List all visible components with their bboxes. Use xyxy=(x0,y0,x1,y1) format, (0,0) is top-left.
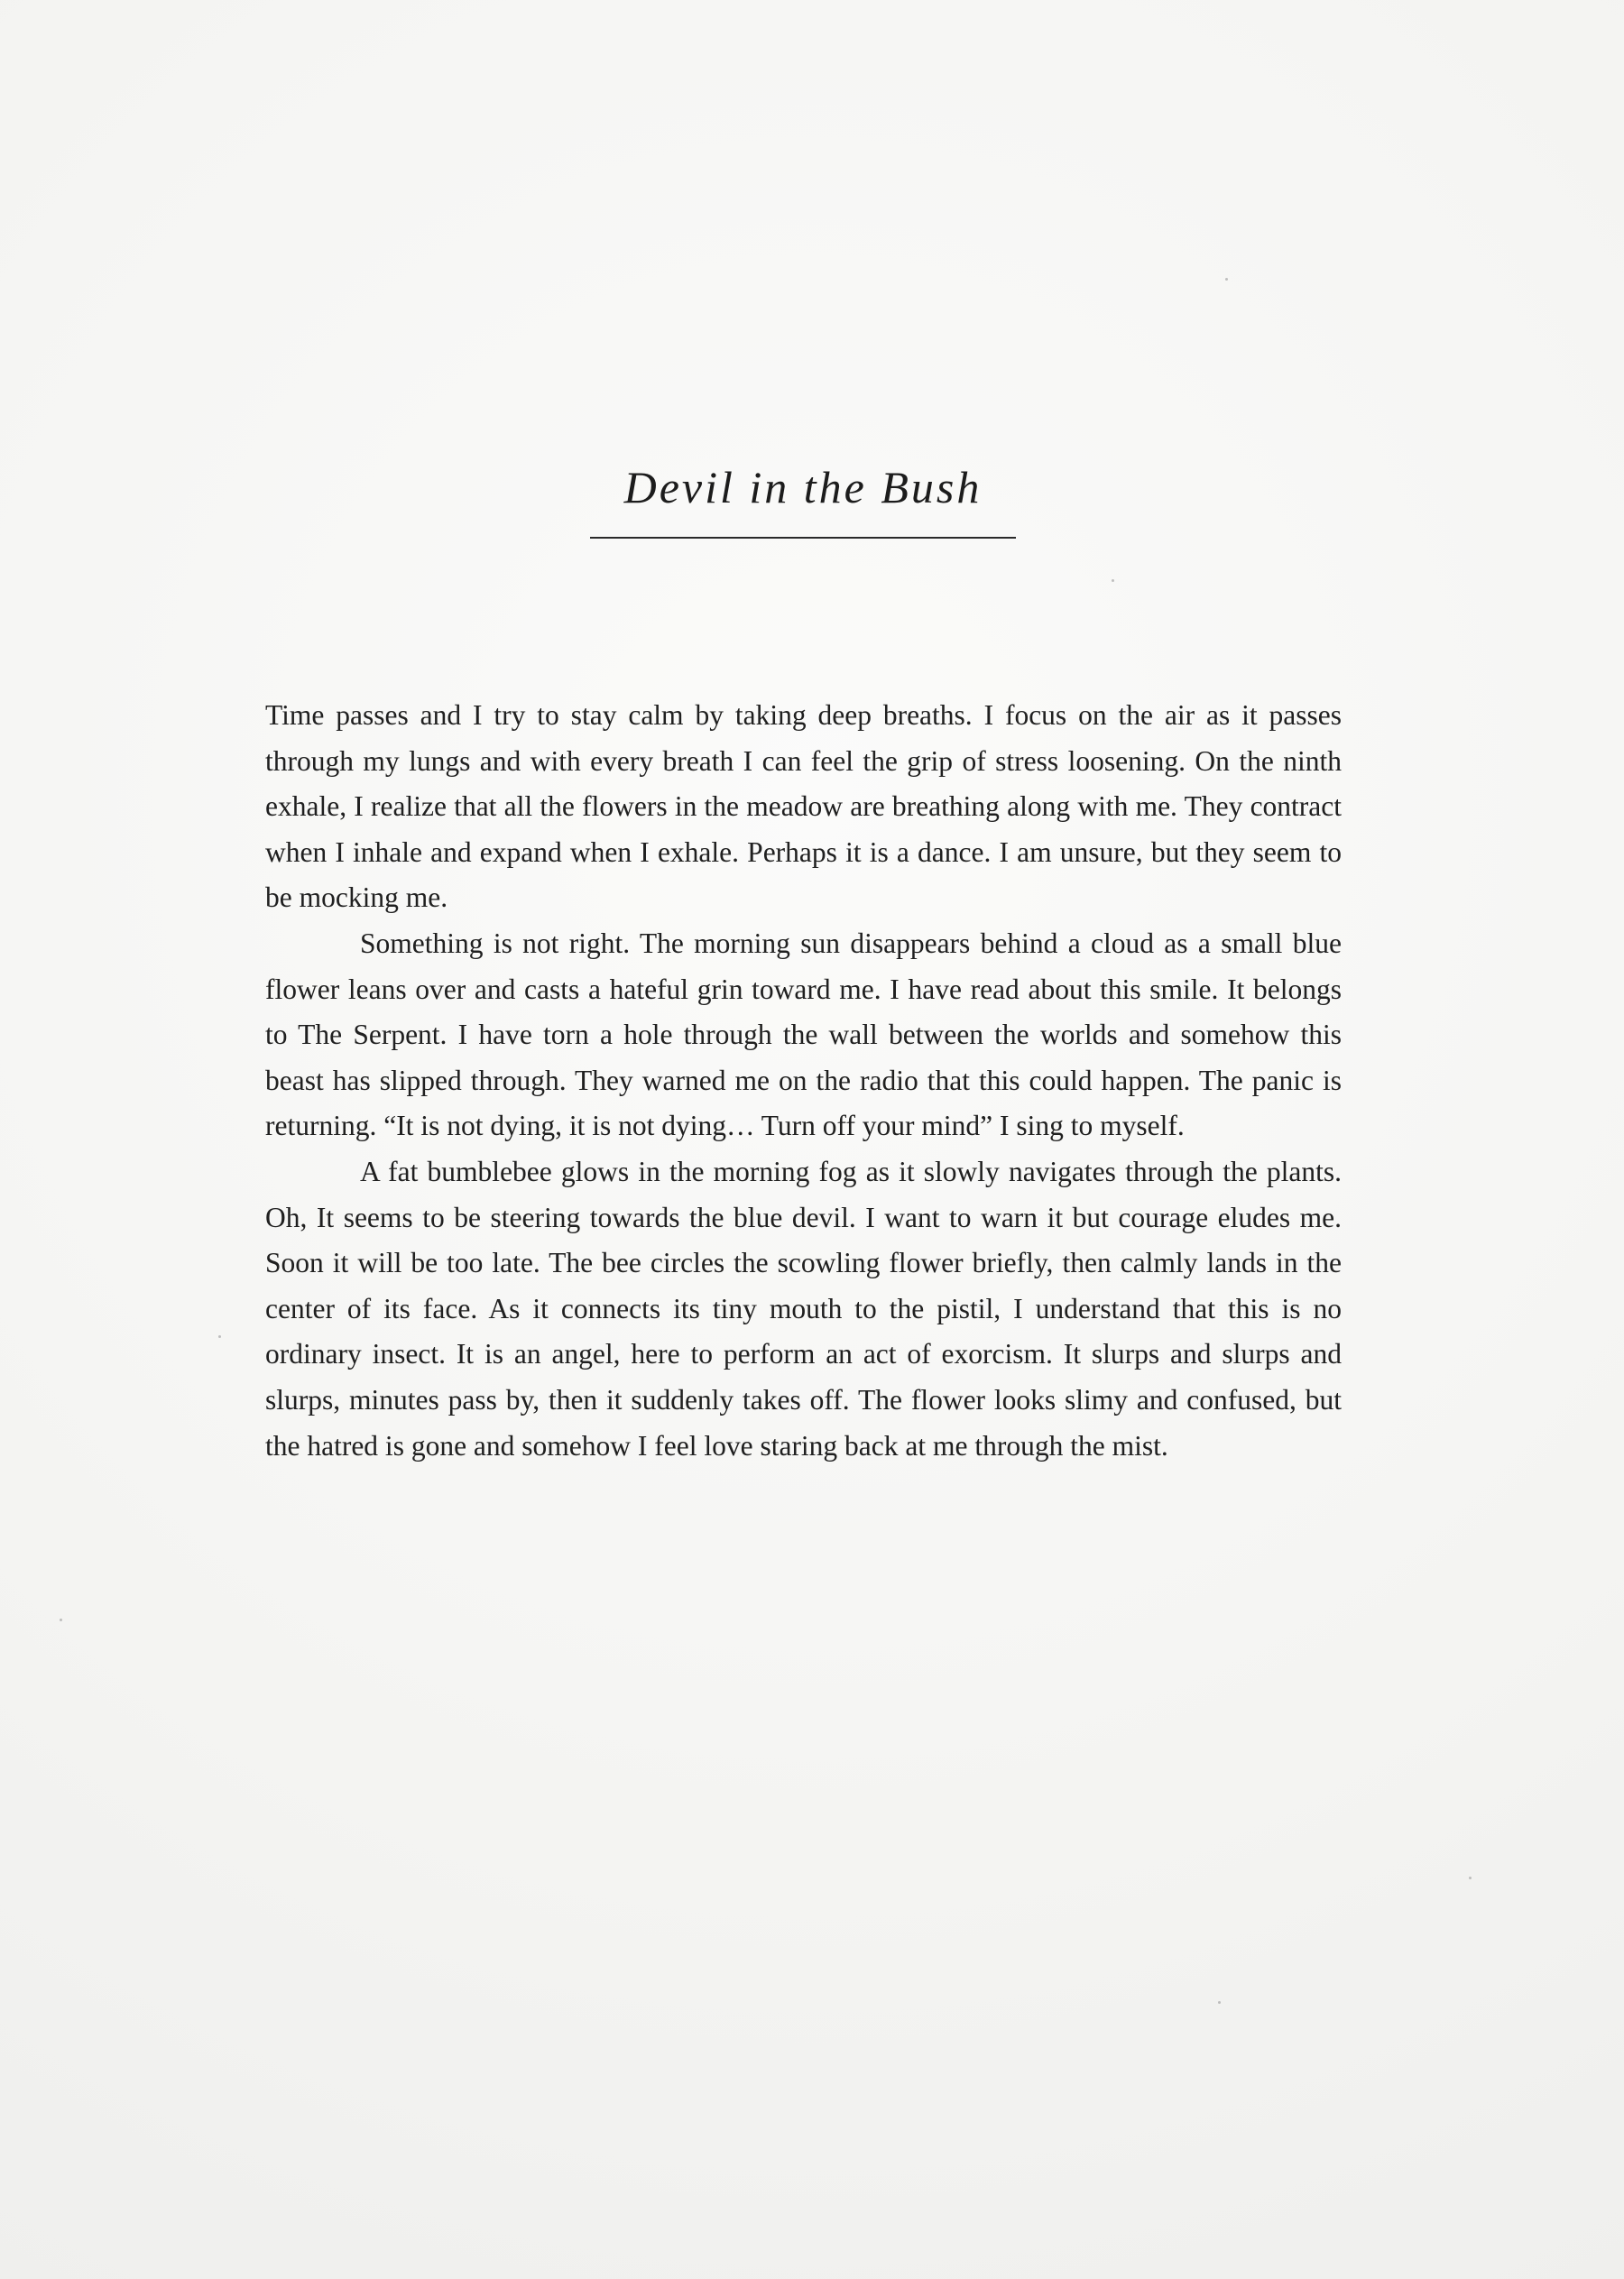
paper-speck xyxy=(1112,579,1114,582)
paper-speck xyxy=(60,1619,62,1621)
paragraph-3: A fat bumblebee glows in the morning fog as it slowly navigates through the plants. Oh, It seems to be steering towards the blue devil. I want to warn it but courage eludes me. Soon it will be too late. The bee circles the scowling flower briefly, then calmly lands in the center of its face. As it connects its tiny mouth to the pistil, I understand that this is no ordinary insect. It is an angel, here to perform an act of exorcism. It slurps and slurps and slurps, minutes pass by, then it suddenly takes off. The flower looks slimy and confused, but the hatred is gone and somehow I feel love staring back at me through the mist. xyxy=(265,1155,1342,1462)
paragraph-1: Time passes and I try to stay calm by taking deep breaths. I focus on the air as it passes through my lungs and with every breath I can feel the grip of stress loosening. On the ninth exhale, I realize that all the flowers in the meadow are breathing along with me. They contract when I inhale and expand when I exhale. Perhaps it is a dance. I am unsure, but they seem to be mocking me. xyxy=(265,699,1342,914)
paragraph-2: Something is not right. The morning sun disappears behind a cloud as a small blue flower leans over and casts a hateful grin toward me. I have read about this smile. It belongs to The Serpent. I have torn a hole through the wall between the worlds and somehow this beast has slipped through. They warned me on the radio that this could happen. The panic is returning. “It is not dying, it is not dying… Turn off your mind” I sing to myself. xyxy=(265,927,1342,1142)
paper-speck xyxy=(218,1335,221,1338)
paper-speck xyxy=(1218,2001,1221,2004)
page-title: Devil in the Bush xyxy=(623,462,983,512)
title-underline xyxy=(590,537,1016,539)
paper-speck xyxy=(1225,278,1228,281)
paper-speck xyxy=(1469,1877,1472,1879)
body-text xyxy=(265,693,1342,1469)
